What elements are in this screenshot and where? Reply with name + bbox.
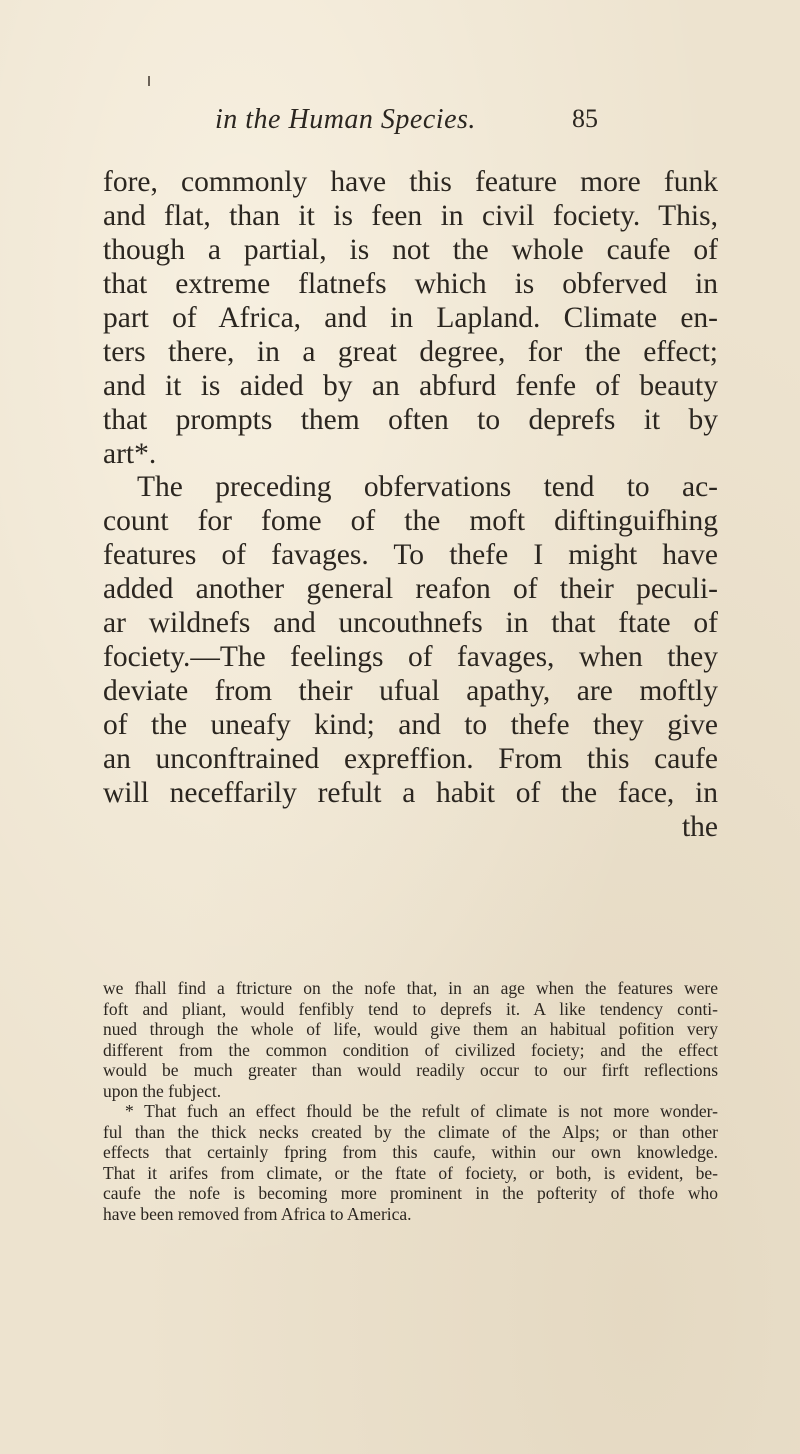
paragraph-1 xyxy=(103,165,718,471)
footnote-line: different from the common condition of civilized fociety; and the effect xyxy=(103,1039,718,1060)
text-line: part of Africa, and in Lapland. Climate en- xyxy=(103,302,718,334)
ink-blemish xyxy=(148,76,150,86)
text-line: deviate from their ufual apathy, are moftly xyxy=(103,675,718,707)
footnote-continuation xyxy=(103,978,718,1101)
text-line: and it is aided by an abfurd fenfe of beauty xyxy=(103,370,718,402)
text-line: added another general reafon of their peculi- xyxy=(103,573,718,605)
text-line: ters there, in a great degree, for the effect; xyxy=(103,336,718,368)
text-line: an unconftrained expreffion. From this caufe xyxy=(103,743,718,775)
footnote-line: nued through the whole of life, would give them an habitual pofition very xyxy=(103,1019,718,1039)
text-line: will neceffarily refult a habit of the face, in xyxy=(103,777,718,809)
text-line: count for fome of the moft diftinguifhing xyxy=(103,505,718,537)
text-line: that prompts them often to deprefs it by xyxy=(103,404,718,436)
text-line: and flat, than it is feen in civil fociety. This, xyxy=(103,200,718,232)
page-number: 85 xyxy=(572,104,598,133)
text-line: features of favages. To thefe I might have xyxy=(103,539,718,571)
footnote-line: foft and pliant, would fenfibly tend to deprefs it. A like tendency conti- xyxy=(103,998,718,1019)
catchword: the xyxy=(681,811,718,843)
footnote-line: effects that certainly fpring from this caufe, within our own knowledge. xyxy=(103,1142,718,1162)
text-line: fociety.—The feelings of favages, when they xyxy=(103,641,718,673)
text-line: art*. xyxy=(103,438,157,470)
text-line: though a partial, is not the whole caufe of xyxy=(103,234,718,266)
footnote-line: have been removed from Africa to America. xyxy=(103,1203,412,1224)
footnote-line: ful than the thick necks created by the climate of the Alps; or than other xyxy=(103,1121,718,1142)
text-line: of the uneafy kind; and to thefe they give xyxy=(103,709,718,741)
footnote xyxy=(103,1101,718,1224)
footnote-line: we fhall find a ftricture on the nofe that, in an age when the features were xyxy=(103,978,718,998)
paragraph-2 xyxy=(103,470,718,844)
text-line: The preceding obfervations tend to ac- xyxy=(137,471,718,503)
footnote-line: * That fuch an effect fhould be the refult of climate is not more wonder- xyxy=(125,1101,718,1121)
footnote-line: That it arifes from climate, or the ftate of fociety, or both, is evident, be- xyxy=(103,1162,718,1183)
text-line: that extreme flatnefs which is obferved in xyxy=(103,268,718,300)
footnote-line: would be much greater than would readily occur to our firft reflections xyxy=(103,1060,718,1080)
text-line: fore, commonly have this feature more funk xyxy=(103,166,718,198)
text-line: ar wildnefs and uncouthnefs in that ftate of xyxy=(103,607,718,639)
footnote-line: upon the fubject. xyxy=(103,1080,222,1101)
footnote-line: caufe the nofe is becoming more prominent in the pofterity of thofe who xyxy=(103,1183,718,1203)
running-head: in the Human Species. xyxy=(215,104,476,135)
